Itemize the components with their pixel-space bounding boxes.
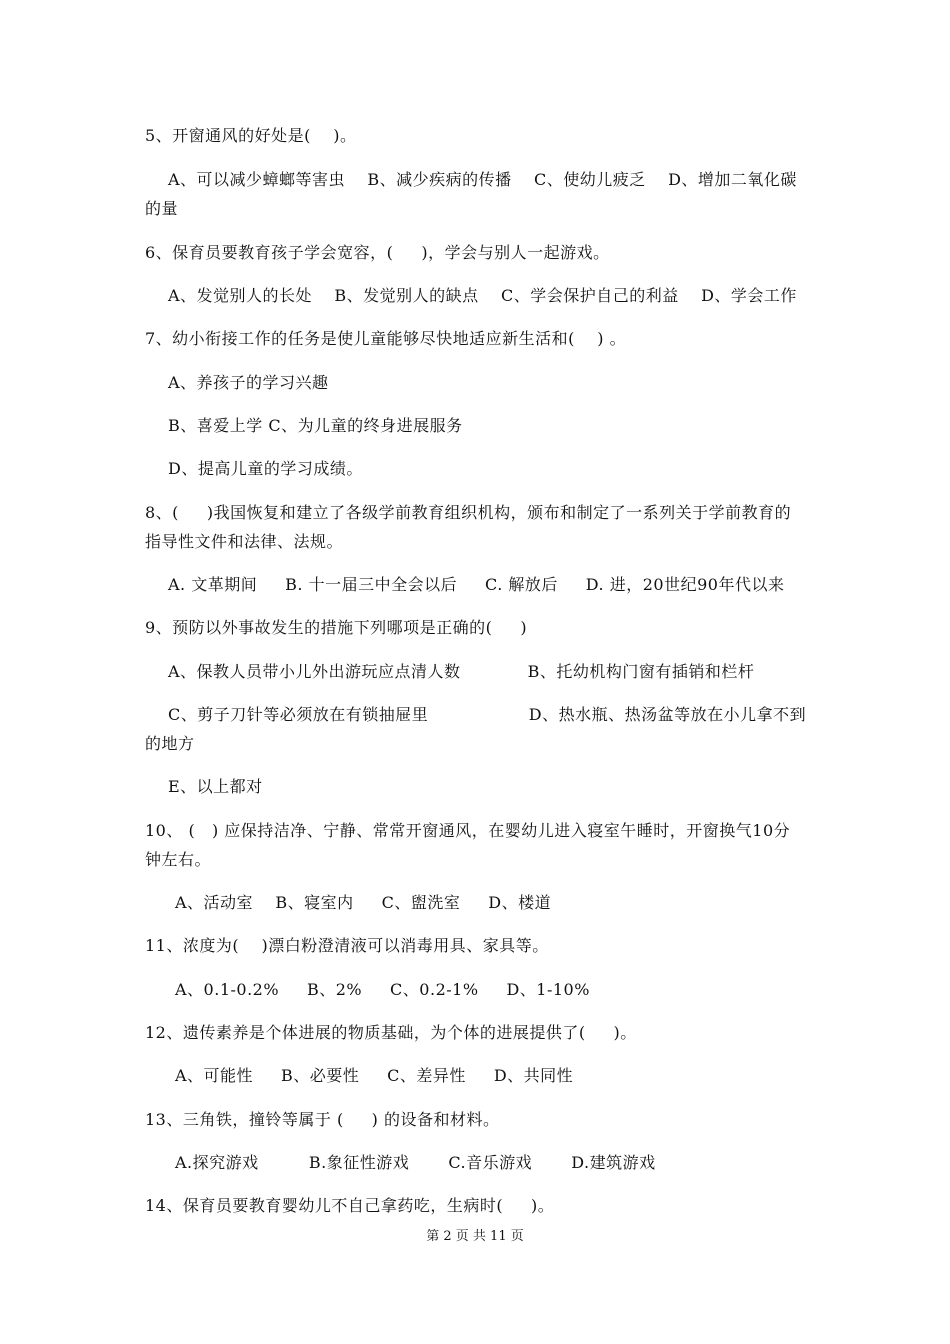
question-10: 10、 ( ) 应保持洁净、宁静、常常开窗通风，在婴幼儿进入寝室午睡时，开窗换气10分 (145, 821, 791, 840)
question-6: 6、保育员要教育孩子学会宽容，( )，学会与别人一起游戏。 (145, 243, 610, 262)
question-9: 9、预防以外事故发生的措施下列哪项是正确的( ) (145, 618, 528, 637)
question-7-option-a: A、养孩子的学习兴趣 (168, 373, 329, 392)
question-8-options: A. 文革期间 B. 十一届三中全会以后 C. 解放后 D. 进，20世纪90年代以来 (168, 575, 785, 594)
question-10-options: A、活动室 B、寝室内 C、盥洗室 D、楼道 (175, 893, 552, 912)
question-12-options: A、可能性 B、必要性 C、差异性 D、共同性 (175, 1066, 574, 1085)
question-8-cont: 指导性文件和法律、法规。 (145, 532, 344, 551)
question-13: 13、三角铁，撞铃等属于 ( ) 的设备和材料。 (145, 1110, 500, 1129)
question-13-options: A.探究游戏 B.象征性游戏 C.音乐游戏 D.建筑游戏 (175, 1153, 656, 1172)
question-9-options-cd: C、剪子刀针等必须放在有锁抽屉里 D、热水瓶、热汤盆等放在小儿拿不到 (168, 705, 807, 724)
question-8: 8、( )我国恢复和建立了各级学前教育组织机构，颁布和制定了一系列关于学前教育的 (145, 503, 792, 522)
question-9-option-e: E、以上都对 (168, 777, 263, 796)
question-7-option-d: D、提高儿童的学习成绩。 (168, 459, 363, 478)
page-number-footer: 第 2 页 共 11 页 (426, 1229, 524, 1244)
question-9-options-ab: A、保教人员带小儿外出游玩应点清人数 B、托幼机构门窗有插销和栏杆 (168, 662, 755, 681)
question-14: 14、保育员要教育婴幼儿不自己拿药吃，生病时( )。 (145, 1196, 555, 1215)
question-11: 11、浓度为( )漂白粉澄清液可以消毒用具、家具等。 (145, 936, 549, 955)
question-12: 12、遗传素养是个体进展的物质基础，为个体的进展提供了( )。 (145, 1023, 637, 1042)
question-10-cont: 钟左右。 (145, 850, 212, 869)
question-5: 5、开窗通风的好处是( )。 (145, 126, 357, 145)
question-11-options: A、0.1-0.2% B、2% C、0.2-1% D、1-10% (175, 980, 590, 999)
question-5-options: A、可以减少蟑螂等害虫 B、减少疾病的传播 C、使幼儿疲乏 D、增加二氧化碳 (168, 170, 797, 189)
question-5-options-cont: 的量 (145, 199, 179, 218)
question-7: 7、幼小衔接工作的任务是使儿童能够尽快地适应新生活和( ) 。 (145, 329, 627, 348)
question-6-options: A、发觉别人的长处 B、发觉别人的缺点 C、学会保护自己的利益 D、学会工作 (168, 286, 797, 305)
question-9-options-cont: 的地方 (145, 734, 195, 753)
question-7-option-bc: B、喜爱上学 C、为儿童的终身进展服务 (168, 416, 463, 435)
